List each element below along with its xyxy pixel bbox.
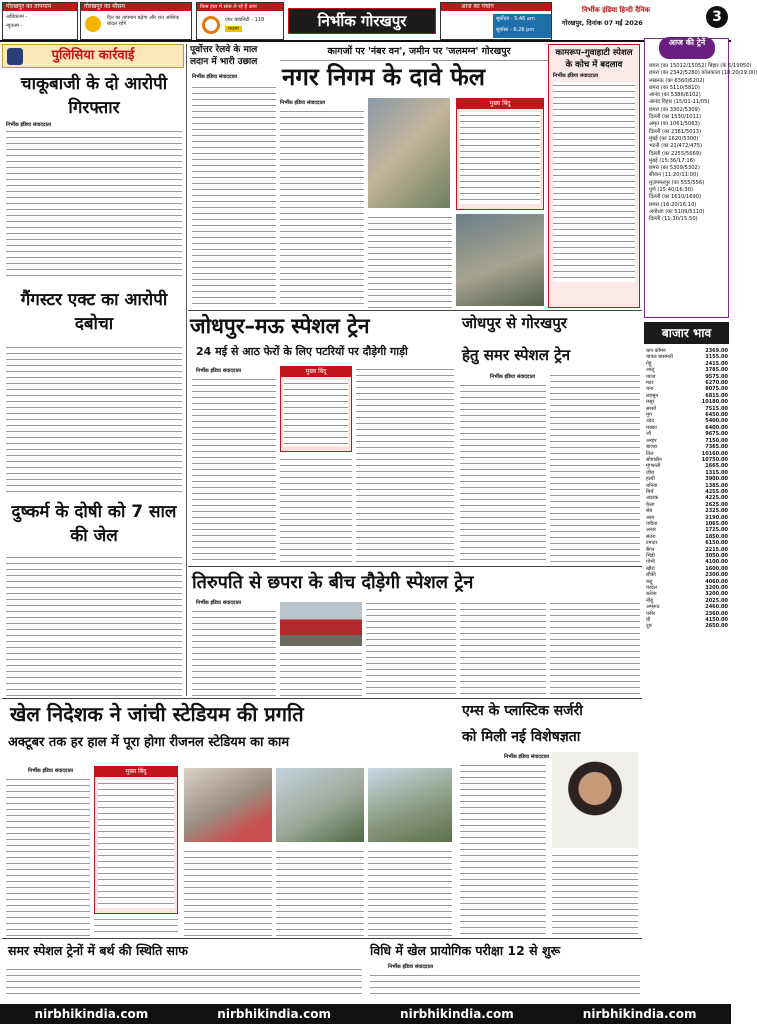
market-price: 7365.00 [705,444,728,451]
stadium-body-1 [6,776,90,936]
market-price: 2460.00 [705,604,728,611]
kamrup-byline: निर्भीक इंडिया संवाददाता [553,73,599,79]
footer-site-3[interactable]: nirbhikindia.com [400,1007,514,1021]
market-commodity: गेहूं [646,360,652,367]
sunset-text: सूर्यास्त - 6:26 pm [496,27,535,33]
market-commodity: चावल बासमती [646,354,673,361]
market-price: 7150.00 [705,437,728,444]
market-price: 3050.00 [705,553,728,559]
trains-title [659,37,715,59]
market-price: 9675.00 [705,431,728,438]
tir-body-2 [280,650,362,696]
train-item: दिल्ली (का 1610/1690) [649,194,702,201]
story2-body [6,344,182,492]
train-item: लखनऊ (का 6360/6202) [649,77,705,84]
market-commodity: नींबू [646,597,653,604]
market-price: 1315.00 [705,469,728,476]
page-number [706,6,728,28]
train-item: सीवान (11:20/11:00) [649,172,699,179]
market-price: 4225.00 [705,495,728,502]
stadium-headline: खेल निदेशक ने जांची स्टेडियम की प्रगति [10,702,304,726]
train-item: छपरा (16:20/16:10) [649,201,697,208]
market-commodity: टमाटर [646,540,658,547]
market-price: 2300.00 [705,572,728,579]
sunrise-box [493,14,551,38]
market-list [646,348,728,1000]
top-banner [280,44,558,61]
masthead-title: निर्भीक गोरखपुर [317,12,407,30]
aqi-status: मध्यम [225,26,242,32]
aiims-body-2 [552,852,638,936]
train-item: मुंबई (15:36/17:16) [649,157,695,164]
jm-body-3 [356,366,454,564]
nagar-photo-2 [456,214,544,306]
market-price: 4150.00 [705,617,728,624]
market-commodity: खीरा [646,565,655,572]
sun-cloud-icon [85,16,101,32]
nagar-keypoints-lines [460,112,540,204]
market-price: 3785.00 [705,367,728,374]
market-commodity: मसूर [646,399,655,406]
market-commodity: भिंडी [646,553,655,559]
market-price: 1850.00 [705,533,728,540]
police-icon [7,48,23,65]
footer-site-1[interactable]: nirbhikindia.com [34,1007,149,1021]
jm-rule [188,310,642,311]
market-price: 2650.00 [705,623,728,630]
stadium-keypoints-box [94,766,178,914]
panchang-box [440,2,552,40]
bottom-right-body [370,972,640,998]
market-price: 2360.00 [705,610,728,617]
season-text: दिन का तापमान बढ़ेगा और रात आंशिक बादल रहेंगे [107,15,180,27]
top-banner-text: कागजों पर 'नंबर वन', जमीन पर 'जलमग्न' गोरखपुर [327,46,511,57]
market-commodity: लहसुन [646,392,659,399]
market-commodity: मक्का [646,424,657,431]
market-commodity: जौ [646,431,652,438]
market-price: 1065.00 [705,520,728,527]
market-price: 4100.00 [705,559,728,566]
stadium-body-3 [184,848,272,936]
story1-headline: चाकूबाजी के दो आरोपी गिरफ्तार [20,74,168,118]
aqi-gauge-icon [202,16,220,34]
train-item: छपरा (का 3302/5309) [649,106,700,113]
market-commodity: हल्दी [646,476,655,483]
stadium-keypoints-title: मुख्य बिंदु [95,767,177,777]
aiims-byline: निर्भीक इंडिया संवाददाता [504,754,550,760]
aiims-headline-2: को मिली नई विशेषज्ञता [462,729,581,745]
market-price: 3200.00 [705,591,728,598]
market-commodity: संतरा [646,533,656,540]
market-price: 1385.00 [705,482,728,489]
stadium-rule [2,698,642,699]
panchang-title: आज का पंचांग [441,3,551,11]
market-price: 4255.00 [705,488,728,495]
market-price: 1665.00 [705,463,728,470]
market-price: 6815.00 [705,392,728,399]
market-commodity: मटर [646,380,654,387]
market-commodity: मूंगफली [646,463,661,470]
market-commodity: उड़द [646,418,655,425]
market-commodity: आम [646,514,655,521]
train-item: छपरा (का 5309/5302) [649,165,700,172]
stadium-photo-2 [276,768,364,842]
rail-byline: निर्भीक इंडिया संवाददाता [192,74,238,80]
weather-max: अधिकतम - [6,14,28,20]
kicker-banner [2,44,184,68]
train-item: मुज़फ्फरपुर (का 555/556) [649,179,705,186]
market-commodity: धनिया [646,482,658,489]
aqi-slogan: किस हाल में सांस ले रहे हैं आप [197,3,283,11]
tir-train-photo [280,602,362,646]
market-commodity: अदरक [646,495,659,502]
market-commodity: कद्दू [646,578,653,585]
market-commodity: तिल [646,450,654,457]
story3-headline: दुष्कर्म के दोषी को 7 साल की जेल [11,502,177,546]
jm-headline: जोधपुर–मऊ स्पेशल ट्रेन [190,314,370,338]
weather-box [2,2,78,40]
market-commodity: पपीता [646,520,658,527]
stadium-body-5 [368,848,452,936]
market-commodity: बैंगन [646,546,655,553]
train-item: दिल्ली (का 1530/1011) [649,114,702,121]
market-title [644,322,729,344]
market-price: 2025.00 [705,597,728,604]
aiims-headline-1: एम्स के प्लास्टिक सर्जरी [462,703,583,719]
masthead-title-bar [288,8,436,34]
market-commodity: अमरूद [646,604,660,611]
jg-body-2 [550,372,640,564]
market-price: 2190.00 [705,514,728,521]
stadium-photo-1 [184,768,272,842]
train-item: छपरा (का 5110/5810) [649,84,700,91]
market-row [646,623,728,629]
jg-headline-2: हेतु समर स्पेशल ट्रेन [462,346,571,364]
left-col-rule [186,44,187,696]
tir-body-1 [192,608,276,696]
market-commodity: परवल [646,585,658,592]
train-item: दिल्ली (का 2255/5669) [649,150,702,157]
weather-title: गोरखपुर का तापमान [3,3,77,11]
jm-keypoints-box [280,366,352,452]
market-commodity: सरसों [646,405,657,412]
nagar-photo-1 [368,98,450,208]
market-price: 9575.00 [705,373,728,380]
market-commodity: केला [646,501,655,508]
stadium-photo-3 [368,768,452,842]
nagar-byline: निर्भीक इंडिया संवाददाता [280,100,326,106]
market-commodity: अरहर [646,437,657,444]
tir-byline: निर्भीक इंडिया संवाददाता [196,600,242,606]
jg-body-1 [460,382,546,564]
jm-body-1 [192,376,276,564]
stadium-body-4 [276,848,364,936]
market-price: 6400.00 [705,424,728,431]
aqi-box [196,2,284,40]
bottom-left-body [6,966,362,998]
market-price: 3155.00 [705,354,728,361]
trains-title-text: आज की ट्रेनें [668,38,706,47]
market-price: 2325.00 [705,508,728,515]
stadium-keypoints-lines [98,780,174,908]
market-price: 1725.00 [705,527,728,534]
kicker-text: पुलिसिया कार्रवाई [51,48,135,63]
nagar-keypoints-title: मुख्य बिंदु [457,99,543,109]
jm-keypoints-title: मुख्य बिंदु [281,367,351,377]
market-price: 8075.00 [705,386,728,393]
market-price: 2369.00 [705,348,728,354]
train-item: अयोध्या (का 5109/5110) [649,208,705,215]
market-commodity: धान कॉमन [646,348,666,354]
stadium-body-2 [94,916,178,936]
market-commodity: गोभी [646,559,655,566]
train-item: पुणे (15:40/16:30) [649,187,694,194]
bottom-right-byline: निर्भीक इंडिया संवाददाता [388,964,434,970]
tir-rule [188,566,642,567]
train-item: आनंद (का 5386/6102) [649,92,701,99]
market-price: 7515.00 [705,405,728,412]
market-commodity: सेब [646,508,653,515]
nagar-body-2 [368,214,452,308]
bottom-rule [2,938,642,939]
market-commodity: लौकी [646,572,656,579]
tir-body-4 [460,600,546,696]
market-commodity: बाजरा [646,444,658,451]
market-price: 10180.00 [701,399,728,406]
footer-site-2[interactable]: nirbhikindia.com [217,1007,331,1021]
aiims-portrait [552,752,638,848]
tir-body-3 [366,600,456,696]
kamrup-box [548,44,640,308]
market-commodity: प्याज [646,373,656,380]
stadium-subhead: अक्टूबर तक हर हाल में पूरा होगा रीजनल स्टेडियम का काम [8,735,290,750]
market-price: 3200.00 [705,585,728,592]
story1-body [6,128,182,280]
tir-headline: तिरुपति से छपरा के बीच दौड़ेगी स्पेशल ट्रेन [192,572,474,593]
market-commodity: पनीर [646,610,655,617]
footer-site-4[interactable]: nirbhikindia.com [582,1007,697,1021]
season-title: गोरखपुर का मौसम [81,3,191,11]
nagar-keypoints-box [456,98,544,210]
footer-bar [0,1004,731,1024]
market-commodity: जीरा [646,469,655,476]
panchang-lines [444,15,490,37]
train-item: आनंद विहार (15/01-11/05) [649,99,710,106]
jg-byline: निर्भीक इंडिया संवाददाता [490,374,536,380]
paper-name: निर्भीक इंडिया हिन्दी दैनिक [582,6,651,14]
dateline: गोरखपुर, दिनांक 07 मई 2026 [562,19,643,27]
sunrise-text: सूर्योदय - 5:46 am [496,16,535,22]
trains-list [649,63,757,224]
market-price: 6150.00 [705,540,728,547]
bottom-left-headline: समर स्पेशल ट्रेनों में बर्थ की स्थिति साफ [8,943,188,958]
jm-byline: निर्भीक इंडिया संवाददाता [196,368,242,374]
market-title-text: बाजार भाव [661,326,712,340]
trains-box [644,38,757,318]
market-price: 2415.00 [705,360,728,367]
train-item: छपरा (का 15012/15052) बिहार (के 5/19050) [649,63,752,69]
nagar-headline: नगर निगम के दावे फेल [282,63,485,91]
tir-body-5 [550,600,640,696]
season-box [80,2,192,40]
market-commodity: करेला [646,591,657,598]
market-commodity: सोयाबीन [646,456,662,463]
jm-subhead: 24 मई से आठ फेरों के लिए पटरियों पर दौड़ेगी गाड़ी [196,345,408,358]
market-price: 10160.00 [701,450,728,457]
story1-byline: निर्भीक इंडिया संवाददाता [6,122,52,128]
market-commodity: मूंग [646,412,652,419]
weather-min: न्यूनतम - [6,23,23,29]
bottom-right-headline: विधि में खेल प्रायोगिक परीक्षा 12 से शुरू [370,943,561,958]
story3-body [6,554,182,696]
market-price: 4060.00 [705,578,728,585]
train-item: भटनी (का 21/472/475) [649,143,703,150]
market-price: 5400.00 [705,418,728,425]
stadium-byline: निर्भीक इंडिया संवाददाता [28,768,74,774]
jg-headline-1: जोधपुर से गोरखपुर [462,314,567,332]
market-commodity: दूध [646,623,652,630]
rail-body [192,84,276,308]
kamrup-headline: कामरूप–गुवाहाटी स्पेशल के कोच में बदलाव [555,48,633,70]
train-item: छपरा (का 2342/5280) कोलकाता (18:20/19:00) [649,70,757,77]
market-price: 2215.00 [705,546,728,553]
market-price: 10750.00 [701,456,728,463]
market-price: 1600.00 [705,565,728,572]
jm-body-2 [280,456,352,564]
kamrup-body [553,82,635,282]
market-price: 6270.00 [705,380,728,387]
top-rule [0,40,731,42]
market-price: 2625.00 [705,501,728,508]
train-item: मुंबई (का 1620/5300) [649,135,699,142]
train-item: अमृत (का 1061/5063) [649,121,700,128]
market-price: 6450.00 [705,412,728,419]
jm-keypoints-lines [284,380,348,446]
aqi-label: एयर क्वालिटी - 118 [225,17,265,23]
nagar-body-1 [280,108,364,308]
train-item: दिल्ली (का 2381/5013) [649,128,702,135]
market-commodity: मिर्च [646,488,654,495]
market-commodity: आलू [646,367,655,374]
market-commodity: चना [646,386,654,393]
train-item: दिल्ली (11:30/15:50) [649,216,698,223]
page-number-text: 3 [712,9,722,25]
rail-headline: पूर्वोत्तर रेलवे के माल लदान में भारी उछाल [190,45,258,67]
market-commodity: घी [646,617,651,624]
story2-headline: गैंगस्टर एक्ट का आरोपी दबोचा [20,290,168,334]
aiims-body-1 [460,762,546,936]
market-price: 3900.00 [705,476,728,483]
market-commodity: अनार [646,527,656,534]
